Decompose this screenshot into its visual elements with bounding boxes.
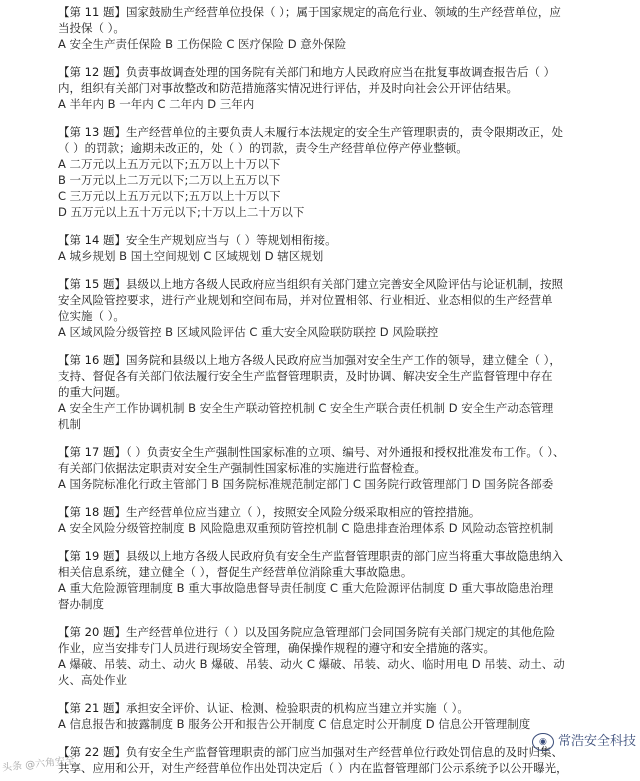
question-block [0,444,640,492]
question-stem-line: 【第 21 题】承担安全评价、认证、检测、检验职责的机构应当建立并实施（ ）。 [58,701,469,715]
watermark-right [532,733,636,751]
question-stem-line: 【第 11 题】国家鼓励生产经营单位投保（ ）；属于国家规定的高危行业、领域的生产经营单位，应 [58,5,561,19]
question-stem-line: 支持、督促各有关部门依法履行安全生产监督管理职责，及时协调、解决安全生产监督管理中存在 [58,369,553,383]
question-gap [0,432,640,444]
question-stem-line: 作业，应当安排专门人员进行现场安全管理，确保操作规程的遵守和安全措施的落实。 [58,641,495,655]
question-options-line: D 五万元以上五十万元以下;十万以上二十万以下 [58,205,305,219]
question-options-line: 火、高处作业 [58,673,127,687]
question-options-line: A 重大危险源管理制度 B 重大事故隐患督导责任制度 C 重大危险源评估制度 D 重大事故隐患治理 [58,581,554,595]
question-block [0,504,640,536]
question-options-line: 机制 [58,417,81,431]
question-stem-line: 内，组织有关部门对事故整改和防范措施落实情况进行评估，并及时向社会公开评估结果。 [58,81,518,95]
question-gap [0,52,640,64]
question-stem-line: 安全风险管控要求，进行产业规划和空间布局，并对位置相邻、行业相近、业态相似的生产经营单 [58,293,553,307]
question-gap [0,536,640,548]
watermark-right-text: 常浩安全科技 [557,734,636,749]
question-block [0,232,640,264]
question-options-line: A 信息报告和披露制度 B 服务公开和报告公开制度 C 信息定时公开制度 D 信息公开管理制度 [58,717,531,731]
question-stem-line: 【第 19 题】县级以上地方各级人民政府负有安全生产监督管理职责的部门应当将重大事故隐患纳入 [58,549,563,563]
question-stem-line: 【第 22 题】负有安全生产监督管理职责的部门应当加强对生产经营单位行政处罚信息的及时归集、 [58,745,563,759]
question-stem-line: 相关信息系统，建立健全（ ），督促生产经营单位消除重大事故隐患。 [58,565,413,579]
wechat-icon: ◉ [532,733,554,751]
question-options-line: A 城乡规划 B 国土空间规划 C 区域规划 D 辖区规划 [58,249,324,263]
question-gap [0,112,640,124]
question-stem-line: 当投保（ ）。 [58,21,125,35]
question-options-line: A 爆破、吊装、动土、动火 B 爆破、吊装、动火 C 爆破、吊装、动火、临时用电 D 吊装、动土、动 [58,657,565,671]
question-gap [0,264,640,276]
question-stem-line: 【第 15 题】县级以上地方各级人民政府应当组织有关部门建立完善安全风险评估与论证机制，按照 [58,277,563,291]
question-stem-line: 【第 13 题】生产经营单位的主要负责人未履行本法规定的安全生产管理职责的，责令限期改正，处 [58,125,563,139]
question-options-line: C 三万元以上五万元以下;五万以上十万以下 [58,189,281,203]
question-stem-line: 有关部门依据法定职责对安全生产强制性国家标准的实施进行监督检查。 [58,461,426,475]
question-gap [0,340,640,352]
question-stem-line: 【第 17 题】（ ）负责安全生产强制性国家标准的立项、编号、对外通报和授权批准发布工作。（ ）、 [58,445,565,459]
question-gap [0,492,640,504]
question-gap [0,220,640,232]
question-stem-line: （ ）的罚款；逾期未改正的，处（ ）的罚款，责令生产经营单位停产停业整顿。 [58,141,468,155]
question-gap [0,688,640,700]
question-block [0,124,640,220]
question-block [0,276,640,340]
question-options-line: A 二万元以上五万元以下;五万以上十万以下 [58,157,281,171]
question-stem-line: 【第 18 题】生产经营单位应当建立（ ），按照安全风险分级采取相应的管控措施。 [58,505,481,519]
question-stem-line: 【第 20 题】生产经营单位进行（ ）以及国务院应急管理部门会同国务院有关部门规定的其他危险 [58,625,556,639]
question-options-line: A 国务院标准化行政主管部门 B 国务院标准规范制定部门 C 国务院行政管理部门 D 国务院各部委 [58,477,554,491]
question-block [0,700,640,732]
watermark-left: 头条 @六角安全 [1,755,76,774]
question-options-line: A 安全风险分级管控制度 B 风险隐患双重预防管控机制 C 隐患排查治理体系 D 风险动态管控机制 [58,521,554,535]
question-block [0,64,640,112]
question-document [0,4,640,776]
question-options-line: 督办制度 [58,597,104,611]
question-block [0,352,640,432]
question-options-line: A 安全生产责任保险 B 工伤保险 C 医疗保险 D 意外保险 [58,37,347,51]
question-stem-line: 的重大问题。 [58,385,127,399]
question-block [0,624,640,688]
question-stem-line: 【第 16 题】国务院和县级以上地方各级人民政府应当加强对安全生产工作的领导，建立健全（ ）， [58,353,561,367]
question-stem-line: 【第 12 题】负责事故调查处理的国务院有关部门和地方人民政府应当在批复事故调查报告后（ ） [58,65,556,79]
question-stem-line: 【第 14 题】安全生产规划应当与（ ）等规划相衔接。 [58,233,337,247]
question-options-line: B 一万元以上二万元以下;二万以上五万以下 [58,173,281,187]
question-options-line: A 半年内 B 一年内 C 二年内 D 三年内 [58,97,255,111]
question-options-line: A 区域风险分级管控 B 区域风险评估 C 重大安全风险联防联控 D 风险联控 [58,325,439,339]
question-stem-line: 共享、应用和公开，对生产经营单位作出处罚决定后（ ）内在监督管理部门公示系统予以公开曝光， [58,761,568,775]
question-options-line: A 安全生产工作协调机制 B 安全生产联动管控机制 C 安全生产联合责任机制 D 安全生产动态管理 [58,401,554,415]
question-block [0,4,640,52]
question-gap [0,612,640,624]
question-stem-line: 位实施（ ）。 [58,309,125,323]
question-block [0,548,640,612]
